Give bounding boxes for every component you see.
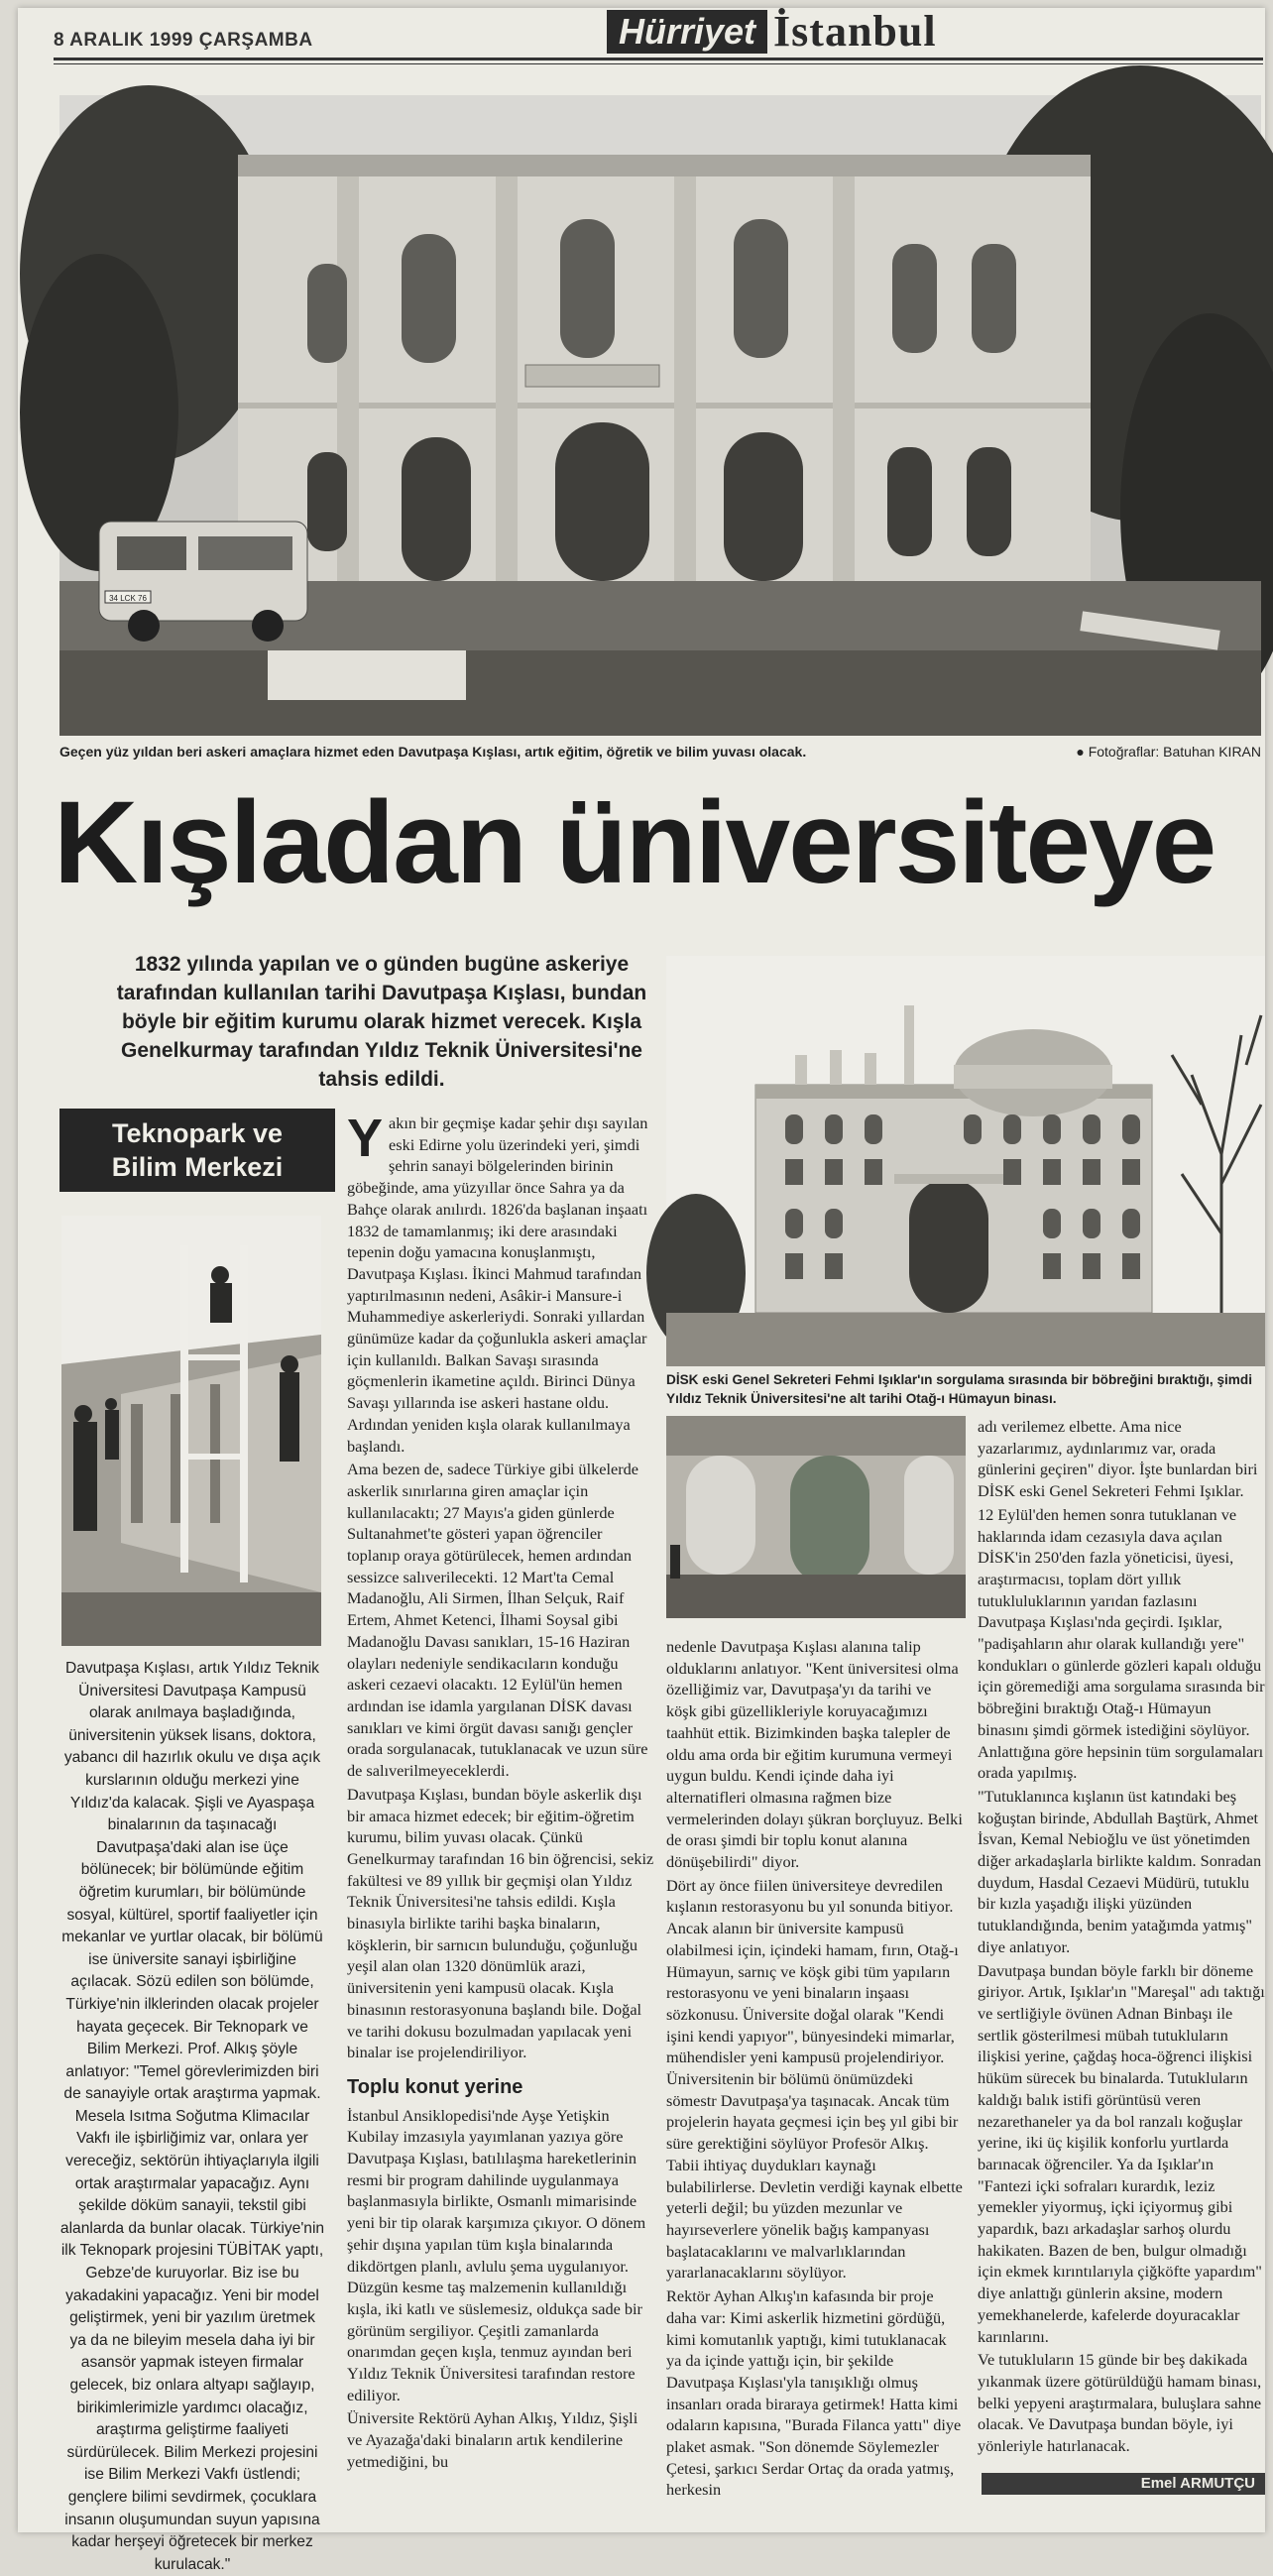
- col1-p1: akın bir geçmişe kadar şehir dışı sayılan eski Edirne yolu üzerindeki yeri, şimdi şehrin sanayi bölgelerinden birinin göbeğinde, ama yüzyıllar önce Sahra ya da Bahçe olarak anılırdı. 1826'da başlanan inşaatı 1832 de tamamlanmış; iki dere arasındaki tepenin doğu yamacına konuşlanmıştı, Davutpaşa Kışlası. İkinci Mahmud tarafından yaptırılmasının nedeni, Asâkir-i Mansure-i Muhammediye askerleriydi. Sonraki yıllardan günümüze kadar da çoğunlukla askeri amaçlar için kullanıldı. Balkan Savaşı sırasında göçmenlerin ikametine açıldı. Birinci Dünya Savaşı yıllarında ise askeri hastane oldu. Ardından yeniden kışla olarak kullanılmaya başlandı.: [347, 1113, 648, 1456]
- masthead-city: İstanbul: [773, 7, 937, 56]
- col1-p2: Ama bezen de, sadece Türkiye gibi ülkelerde askerlik sınırlarına giren amaçlar için kullanılacaktı; 27 Mayıs'a giden günlerde Sultanahmet'te gösteri yapan öğrenciler toplanıp oraya götürülecek, hemen ardından sessizce salıverilecekti. 12 Mart'ta Cemal Madanoğlu, Ali Sirmen, İlhan Selçuk, Raif Ertem, Ahmet Ketenci, İlhami Soysal gibi Madanoğlu Davası sanıkları, 15-16 Haziran olayları nedeniyle sendikacıların konduğu askeri cezaevi olacaktı. 12 Eylül'ün hemen ardından ise idamla yargılanan DİSK davası sanıkları ve kimi örgüt davası sanığı gençler orada sorgulanacak, tutuklanacak ve uzun süre de salıverilmeyeceklerdi.: [347, 1460, 648, 1781]
- col3-p4: Davutpaşa bundan böyle farklı bir döneme giriyor. Artık, Işıklar'ın "Mareşal" adı taktığı ve sertliğiyle övünen Adnan Binbaşı ile sertlik gösterilmesi mübah tutukluların ilişkisi yerine, çağdaş hoca-öğrenci ilişkisi hüküm sürecek bu binalarda. Tutukluların kaldığı balık istifi görüntüsü veren nezarethaneler ya da bol ranzalı koğuşlar yerine, iki üç kişilik konforlu yurtlarda barınacak öğrenciler. Ya da Işıklar'ın "Fantezi içki sofraları kurardık, leziz yemekler yiyormuş, içki içiyormuş gibi yapardık, bazı arkadaşlar sarhoş olurdu hakikaten. Bazen de ben, bulgur olmadığı için ekmek kırıntılarıyla çiğköfte yapardım" diye anlattığı günlerin aksine, modern yemekhanelerde, kafelerde doyuracaklar karınlarını.: [978, 1960, 1265, 2346]
- deck: 1832 yılında yapılan ve o günden bugüne askeriye tarafından kullanılan tarihi Davutpaşa Kışlası, bundan böyle bir eğitim kurumu olarak hizmet verecek. Kışla Genelkurmay tarafından Yıldız Teknik Üniversitesi'ne tahsis edildi.: [116, 953, 647, 1091]
- sidebar-photo-corridor: [61, 1216, 321, 1646]
- subheading-toplu-konut: Toplu konut yerine: [347, 2075, 523, 2098]
- header-rule-thin: [54, 63, 1263, 64]
- headline: Kışladan üniversiteye: [54, 777, 1215, 908]
- sidebar-title-line1: Teknopark ve: [111, 1118, 284, 1148]
- column-3: [978, 1416, 1265, 2459]
- column-2: [666, 1636, 964, 2503]
- col3-p5: Ve tutukluların 15 günde bir beş dakikada yıkanmak üzere götürüldüğü hamam binası, belki yepyeni araştırmalara, buluşlara sahne olacak. Ve Davutpaşa bundan böyle, iyi yönleriyle hatırlanacak.: [978, 2350, 1262, 2456]
- col1-p4: İstanbul Ansiklopedisi'nde Ayşe Yetişkin Kubilay imzasıyla yayımlanan yazıya göre Davutpaşa Kışlası, batılılaşma hareketlerinin resmi bir program dahilinde uygulanmaya başlanmasıyla birlikte, Osmanlı mimarisinde yeni bir tip olarak karşımıza çıkıyor. O dönem şehir dışına yapılan tüm kışla binalarında dikdörtgen planlı, avlulu şema uygulanıyor. Düzgün kesme taş malzemenin kullanıldığı kışla, iki katlı ve süslemesiz, oldukça sade bir görünüm sergiliyor. Çeşitli zamanlarda onarımdan geçen kışla, tenmuz ayından beri Yıldız Teknik Üniversitesi tarafından restore ediliyor.: [347, 2105, 646, 2404]
- main-photo-caption: [59, 744, 1261, 760]
- photo-otag-humayun: [666, 956, 1265, 1366]
- dropcap: Y: [347, 1109, 384, 1168]
- photo-credit: ● Fotoğraflar: Batuhan KIRAN: [1076, 744, 1261, 760]
- col1-p5: Üniversite Rektörü Ayhan Alkış, Yıldız, Şişli ve Ayazağa'daki binaların artık kendilerine yetmediğini, bu: [347, 2408, 638, 2471]
- main-photo-barracks: [59, 95, 1261, 736]
- col2-p3: Rektör Ayhan Alkış'ın kafasında bir proje daha var: Kimi askerlik hizmetini gördüğü, kimi komutanlık yaptığı, kimi tutuklanacak ya da içinde yattığı için, bir şekilde Davutpaşa Kışlası'yla tanışıklığı olmuş insanları orada biraraya getirmek! Hatta kimi odaların kapısına, "Burada Filanca yattı" diye plaket asmak. "Son dönemde Söylemezler Çetesi, şarkıcı Serdar Ortaç da orada yatmış, herkesin: [666, 2286, 962, 2500]
- photo-otag-caption: DİSK eski Genel Sekreteri Fehmi Işıklar'ın sorgulama sırasında bir böbreğini bıraktığı, şimdi Yıldız Teknik Üniversitesi'ne alt tarihi Otağ-ı Hümayun binası.: [666, 1372, 1252, 1406]
- col2-p2: Dört ay önce fiilen üniversiteye devredilen kışlanın restorasyonu bu yıl sonunda bitiyor. Ancak alanın bir üniversite kampusü olabilmesi için, içindeki hamam, fırın, Otağ-ı Hümayun, sarnıç ve köşk gibi tüm yapıların restorasyonu ve yeni binaların inşaası sözkonusu. Üniversite doğal olarak "Kendi işini kendi yapıyor", bünyesindeki mimarlar, mühendisler yeni kampusü projelendiriyor. Üniversitenin bir bölümü önümüzdeki sömestr Davutpaşa'ya taşınacak. Ancak tüm projelerin hayata geçmesi için beş yıl gibi bir süre gerektiğini söylüyor Profesör Alkış. Tabii ihtiyaç duydukları kaynağı bulabilirlerse. Devletin verdiği kaynak elbette yeterli değil; bu yüzden mezunlar ve hayırseverlere yönelik bağış kampanyası başlatacaklarını ve malvarlıklarından yararlanacaklarını söylüyor.: [666, 1875, 963, 2283]
- photo-hall-interior: [666, 1416, 966, 1618]
- col1-p3: Davutpaşa Kışlası, bundan böyle askerlik dışı bir amaca hizmet edecek; bir eğitim-öğretim kurumu, bilim yuvası olacak. Çünkü Genelkurmay tarafından 16 bin öğrencisi, sekiz fakültesi ve 89 yıllık bir geçmişi olan Yıldız Teknik Üniversitesi'ne tahsis edildi. Kışla binasıyla birlikte tarihi başka binaların, köşklerin, bir sarnıcın bulunduğu, çoğunluğu yeşil alan olan 1320 dönümlük arazi, üniversitenin yeni kampusü olacak. Kışla binasının restorasyonuna başlandı bile. Doğal ve tarihi dokusu bozulmadan yapılacak yeni binalar ise projelendiriliyor.: [347, 1784, 654, 2062]
- sidebar-title: [59, 1109, 335, 1192]
- dateline: 8 ARALIK 1999 ÇARŞAMBA: [54, 30, 313, 51]
- masthead-brand: Hürriyet: [607, 10, 767, 54]
- masthead: [607, 7, 937, 56]
- sidebar-title-line2: Bilim Merkezi: [111, 1152, 284, 1182]
- sidebar-text: Davutpaşa Kışlası, artık Yıldız Teknik Üniversitesi Davutpaşa Kampusü olarak anılmaya başladığında, üniversitenin yüksek lisans, doktora, yabancı dil hazırlık okulu ve dışa açık kurslarının olduğu merkezi yine Yıldız'da kalacak. Şişli ve Ayaspaşa binalarının da taşınacağı Davutpaşa'daki alan ise üçe bölünecek; bir bölümünde eğitim öğretim kurumları, bir bölümünde sosyal, kültürel, sportif faaliyetler için mekanlar ve yurtlar olacak, bir bölümü ise üniversite sanayi işbirliğine açılacak. Sözü edilen son bölümde, Türkiye'nin ilklerinden olacak projeler hayata geçecek. Bir Teknopark ve Bilim Merkezi. Prof. Alkış şöyle anlatıyor: "Temel görevlerimizden biri de sanayiyle ortak araştırma yapmak. Mesela Isıtma Soğutma Klimacılar Vakfı ile işbirliğimiz var, onlara yer vereceğiz, sektörün ihtiyaçlarıyla ilgili ortak araştırmalar yapacağız. Aynı şekilde döküm sanayii, tekstil gibi alanlarda da bunlar olacak. Türkiye'nin ilk Teknopark projesini TÜBİTAK yaptı, Gebze'de kuruyorlar. Biz ise bu yakadakini yapacağız. Yeni bir model geliştirmek, yeni bir yazılım üretmek ya da ne bileyim mesela daha iyi bir asansör yapmak isteyen firmalar gelecek, biz onlara altyapı sağlayıp, birikimlerimizle yardımcı olacağız, araştırma geliştirme faaliyeti sürdürülecek. Bilim Merkezi projesini ise Bilim Merkezi Vakfı üstlendi; gençlere bilimi sevdirmek, çocuklara insanın oluşumundan suyun yapısına kadar herşeyi öğretecek bir merkez kurulacak.": [59, 1660, 325, 2573]
- col3-p3: "Tutuklanınca kışlanın üst katındaki beş koğuştan birinde, Abdullah Baştürk, Ahmet İsvan, Kemal Nebioğlu ve üst yönetimden diğer arkadaşlarla birlikte kaldım. Sonradan duydum, Hasdal Cezaevi Müdürü, tutuklu bir kızla yaşadığı ilişki yüzünden tutuklandığında, benim yatağımda yatmış" diye anlatıyor.: [978, 1786, 1262, 1956]
- header-rule: [54, 58, 1263, 60]
- byline: Emel ARMUTÇU: [982, 2473, 1265, 2495]
- van-plate: 34 LCK 76: [109, 594, 147, 603]
- column-1: [347, 1109, 656, 2475]
- col2-p1: nedenle Davutpaşa Kışlası alanına talip olduklarını anlatıyor. "Kent üniversitesi olma özelliğimiz var, Davutpaşa'yı da tarihi ve köşk gibi güzellikleriyle koruyacağımızı taahhüt ettik. Bizimkinden başka talepler de oldu ama orda bir eğitim kurumuna vermeyi uygun buldu. Kendi içinde daha iyi alternatifleri olmasına rağmen bize vermelerinden dolayı şükran borçluyuz. Belki de orası şimdi bir toplu konut alanına dönüşebilirdi" diyor.: [666, 1637, 963, 1872]
- col3-p1: adı verilemez elbette. Ama nice yazarlarımız, aydınlarımız var, orada günlerini geçiren" diyor. İşte bunlardan biri DİSK eski Genel Sekreteri Fehmi Işıklar.: [978, 1417, 1258, 1501]
- newspaper-page: [18, 7, 1265, 2573]
- col3-p2: 12 Eylül'den hemen sonra tutuklanan ve haklarında idam cezasıyla dava açılan DİSK'in 250'den fazla yöneticisi, üyesi, araştırmacısı, toplam dört yıllık tutukluluklarının yarıdan fazlasını Davutpaşa Kışlası'nda geçirdi. Işıklar, "padişahların ahır olarak kullandığı yere" kondukları o günlerde gözleri kapalı olduğu için göremediği ama sorgulama sırasında bir böbreğini bıraktığı Otağ-ı Hümayun binasını şimdi görmek istediğini söylüyor. Anlattığına göre hepsinin tüm sorgulamaları orada yapılmış.: [978, 1504, 1265, 1783]
- main-caption-text: Geçen yüz yıldan beri askeri amaçlara hizmet eden Davutpaşa Kışlası, artık eğitim, öğretik ve bilim yuvası olacak.: [59, 744, 807, 760]
